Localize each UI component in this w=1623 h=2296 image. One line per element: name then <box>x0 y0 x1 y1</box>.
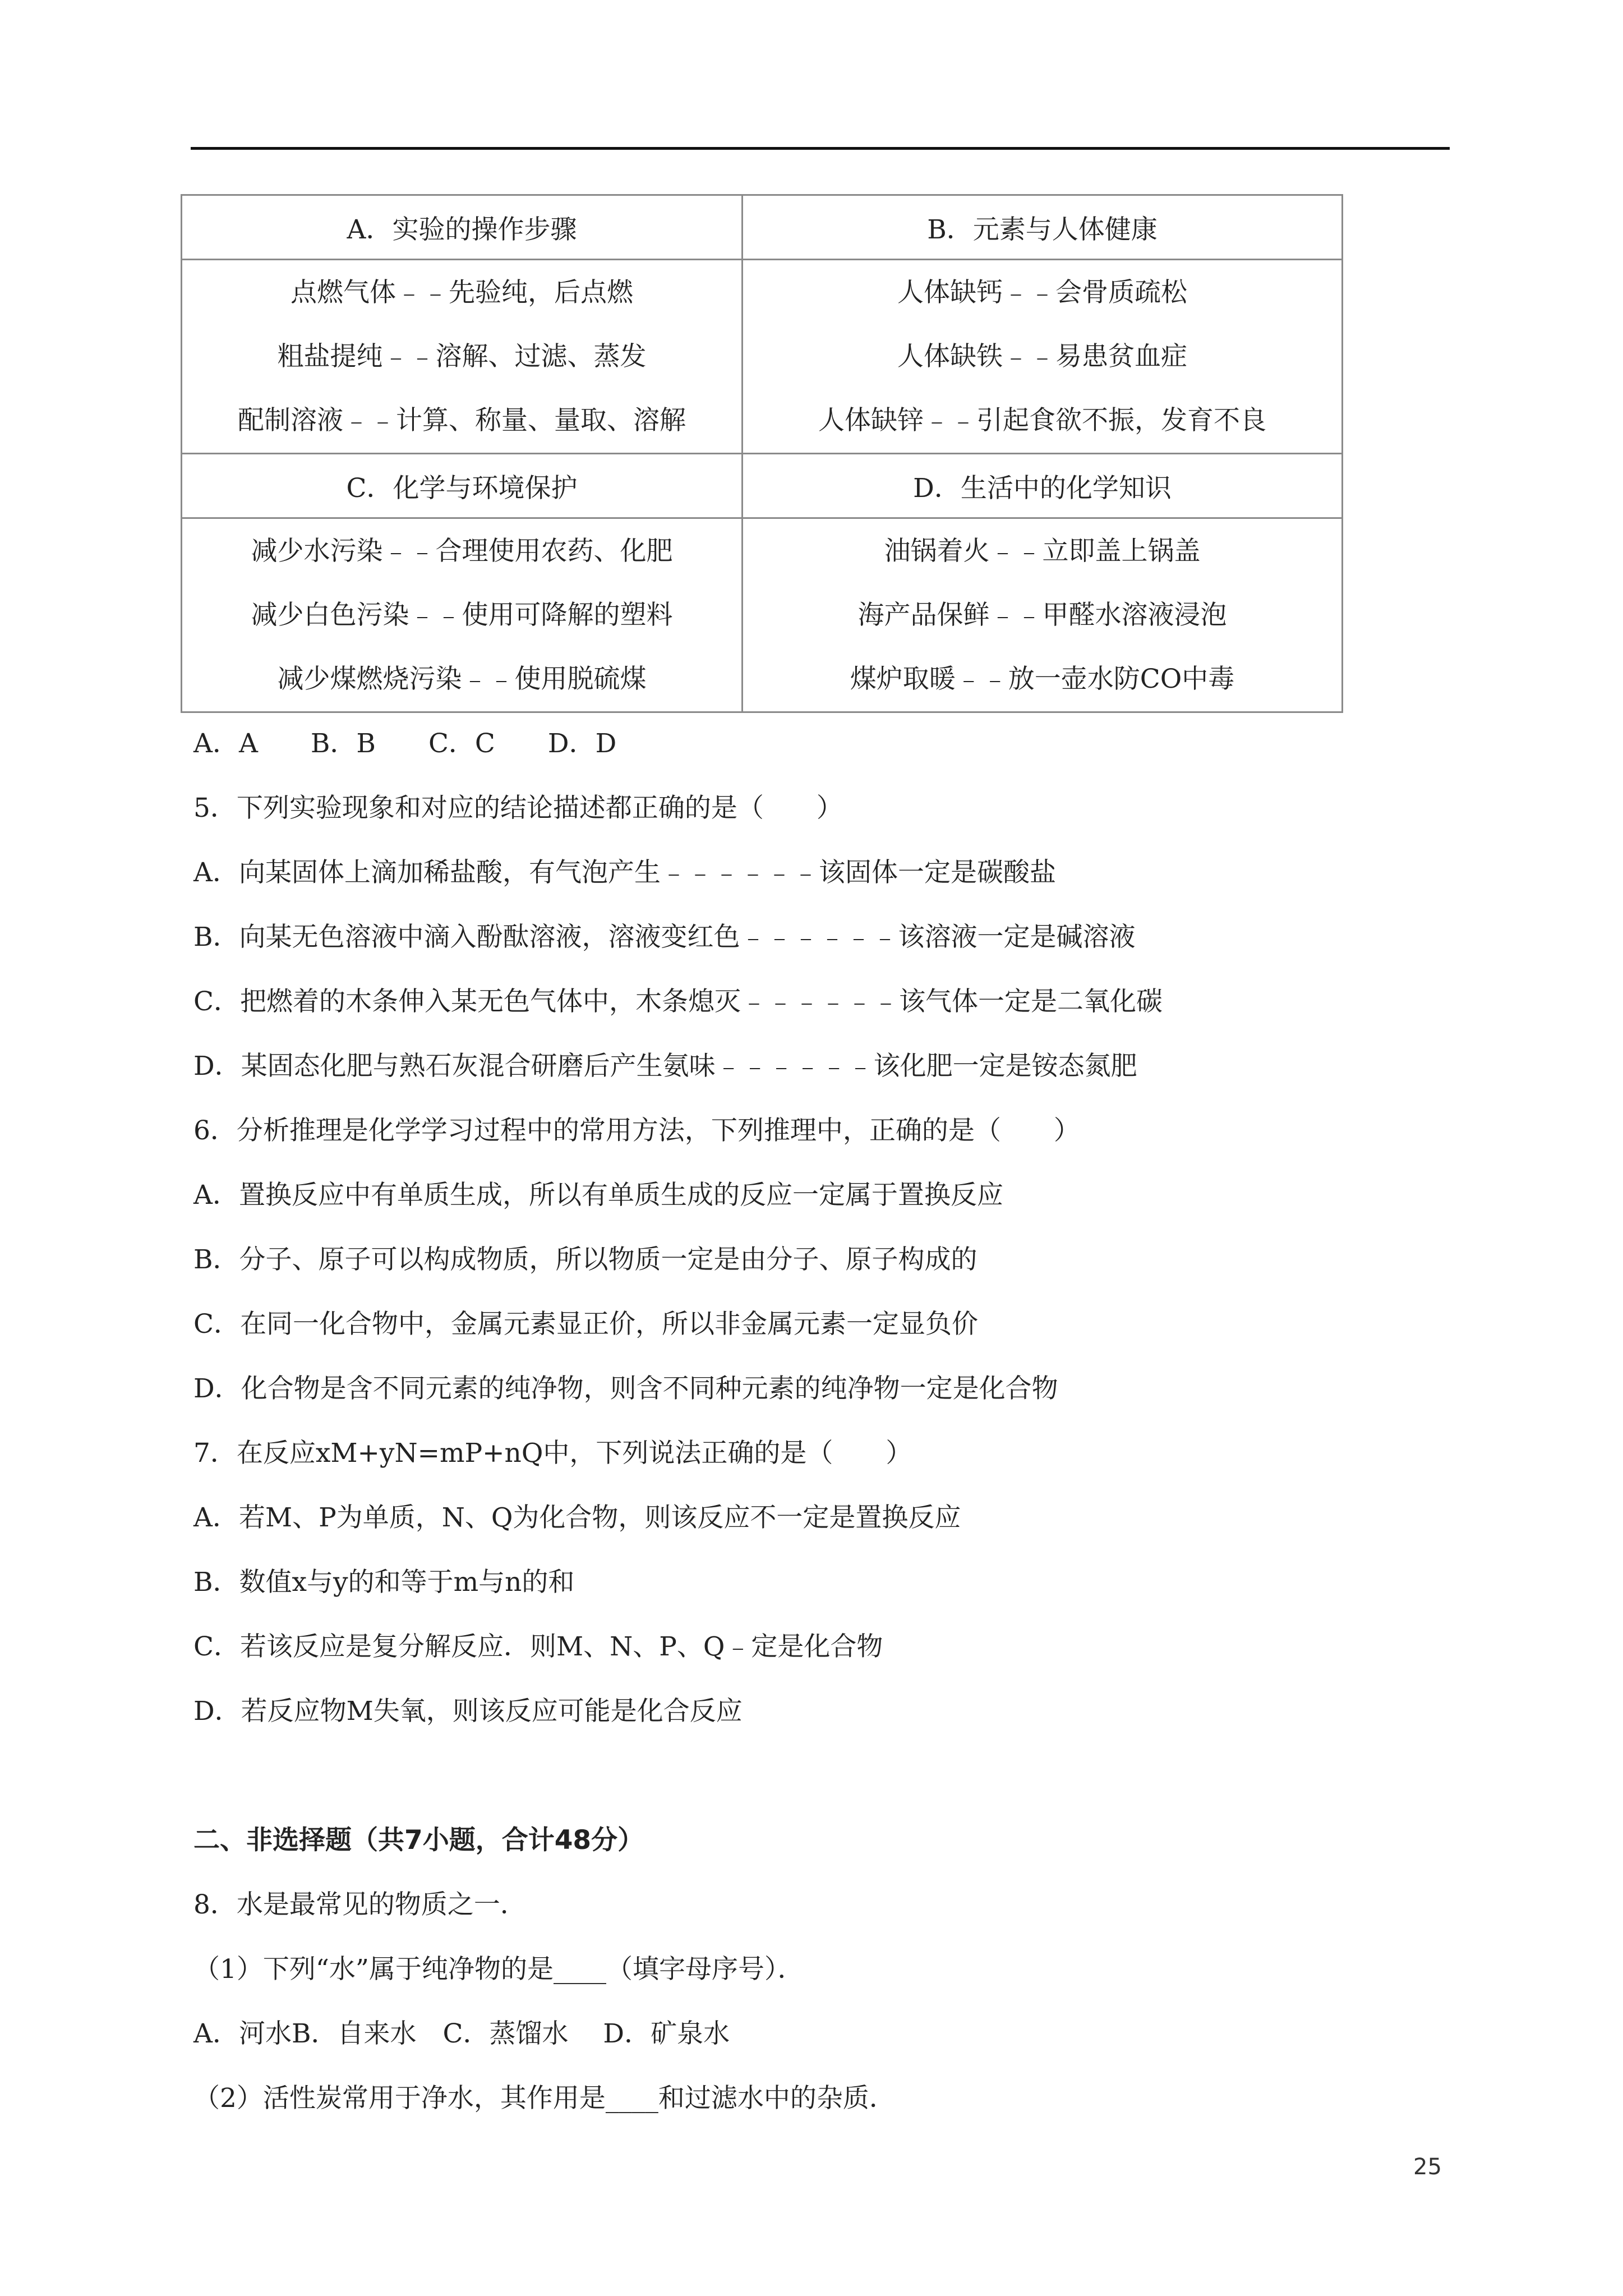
q7-option-c: C．若该反应是复分解反应．则M、N、P、Q﹣定是化合物 <box>193 1631 883 1662</box>
table-row <box>182 454 1343 518</box>
table-item: 点燃气体﹣﹣先验纯，后点燃 <box>291 277 633 308</box>
table-item: 减少水污染﹣﹣合理使用农药、化肥 <box>251 535 673 567</box>
table-row <box>182 518 1343 712</box>
q8-sub1: （1）下列“水”属于纯净物的是____（填字母序号）． <box>193 1954 804 1985</box>
q8-stem: 8．水是最常见的物质之一． <box>193 1889 527 1920</box>
q5-option-c: C．把燃着的木条伸入某无色气体中，木条熄灭﹣﹣﹣﹣﹣﹣该气体一定是二氧化碳 <box>193 986 1163 1017</box>
table-item: 海产品保鲜﹣﹣甲醛水溶液浸泡 <box>857 599 1227 631</box>
table-cell-a-items <box>182 260 743 454</box>
table-item: 配制溶液﹣﹣计算、称量、量取、溶解 <box>238 404 686 436</box>
q5-option-d: D．某固态化肥与熟石灰混合研磨后产生氨味﹣﹣﹣﹣﹣﹣该化肥一定是铵态氮肥 <box>193 1051 1137 1082</box>
q5-option-a: A．向某固体上滴加稀盐酸，有气泡产生﹣﹣﹣﹣﹣﹣该固体一定是碳酸盐 <box>193 857 1056 888</box>
table-row <box>182 195 1343 260</box>
comparison-table <box>181 194 1343 713</box>
table-item: 人体缺锌﹣﹣引起食欲不振，发育不良 <box>818 404 1266 436</box>
table-row <box>182 260 1343 454</box>
table-cell-d-items <box>743 518 1343 712</box>
page-number: 25 <box>1413 2154 1442 2180</box>
q8-sub2: （2）活性炭常用于净水，其作用是____和过滤水中的杂质． <box>193 2083 896 2114</box>
q5-option-b: B．向某无色溶液中滴入酚酞溶液，溶液变红色﹣﹣﹣﹣﹣﹣该溶液一定是碱溶液 <box>193 922 1136 953</box>
table-item: 减少白色污染﹣﹣使用可降解的塑料 <box>251 599 673 631</box>
table-cell-b-title: B．元素与人体健康 <box>743 195 1343 260</box>
q5-stem: 5．下列实验现象和对应的结论描述都正确的是（ ） <box>193 793 843 823</box>
table-item: 人体缺钙﹣﹣会骨质疏松 <box>897 277 1187 308</box>
table-item: 煤炉取暖﹣﹣放一壶水防CO中毒 <box>850 663 1235 694</box>
table-cell-d-title: D．生活中的化学知识 <box>743 454 1343 518</box>
table-item: 人体缺铁﹣﹣易患贫血症 <box>897 341 1187 372</box>
q4-options: A．A B．B C．C D．D <box>193 728 617 759</box>
table-cell-c-title: C．化学与环境保护 <box>182 454 743 518</box>
q7-option-b: B．数值x与y的和等于m与n的和 <box>193 1567 575 1598</box>
q6-option-b: B．分子、原子可以构成物质，所以物质一定是由分子、原子构成的 <box>193 1244 978 1275</box>
table-cell-c-items <box>182 518 743 712</box>
q8-sub1-options: A．河水B．自来水 C．蒸馏水 D．矿泉水 <box>193 2018 730 2049</box>
q6-option-d: D．化合物是含不同元素的纯净物，则含不同种元素的纯净物一定是化合物 <box>193 1373 1058 1404</box>
q6-stem: 6．分析推理是化学学习过程中的常用方法，下列推理中，正确的是（ ） <box>193 1115 1080 1146</box>
header-rule <box>191 147 1450 150</box>
q7-stem: 7．在反应xM+yN=mP+nQ中，下列说法正确的是（ ） <box>193 1438 912 1469</box>
table-cell-a-title: A．实验的操作步骤 <box>182 195 743 260</box>
q6-option-a: A．置换反应中有单质生成，所以有单质生成的反应一定属于置换反应 <box>193 1180 1003 1211</box>
q6-option-c: C．在同一化合物中，金属元素显正价，所以非金属元素一定显负价 <box>193 1309 978 1340</box>
section-title: 二、非选择题（共7小题，合计48分） <box>193 1825 644 1856</box>
table-cell-b-items <box>743 260 1343 454</box>
table-item: 减少煤燃烧污染﹣﹣使用脱硫煤 <box>277 663 647 694</box>
table-item: 油锅着火﹣﹣立即盖上锅盖 <box>884 535 1201 567</box>
spacer <box>193 1743 1483 1808</box>
table-item: 粗盐提纯﹣﹣溶解、过滤、蒸发 <box>277 341 647 372</box>
q7-option-a: A．若M、P为单质，N、Q为化合物，则该反应不一定是置换反应 <box>193 1502 961 1533</box>
q7-option-d: D．若反应物M失氧，则该反应可能是化合反应 <box>193 1696 743 1727</box>
question-body <box>193 711 1483 2131</box>
